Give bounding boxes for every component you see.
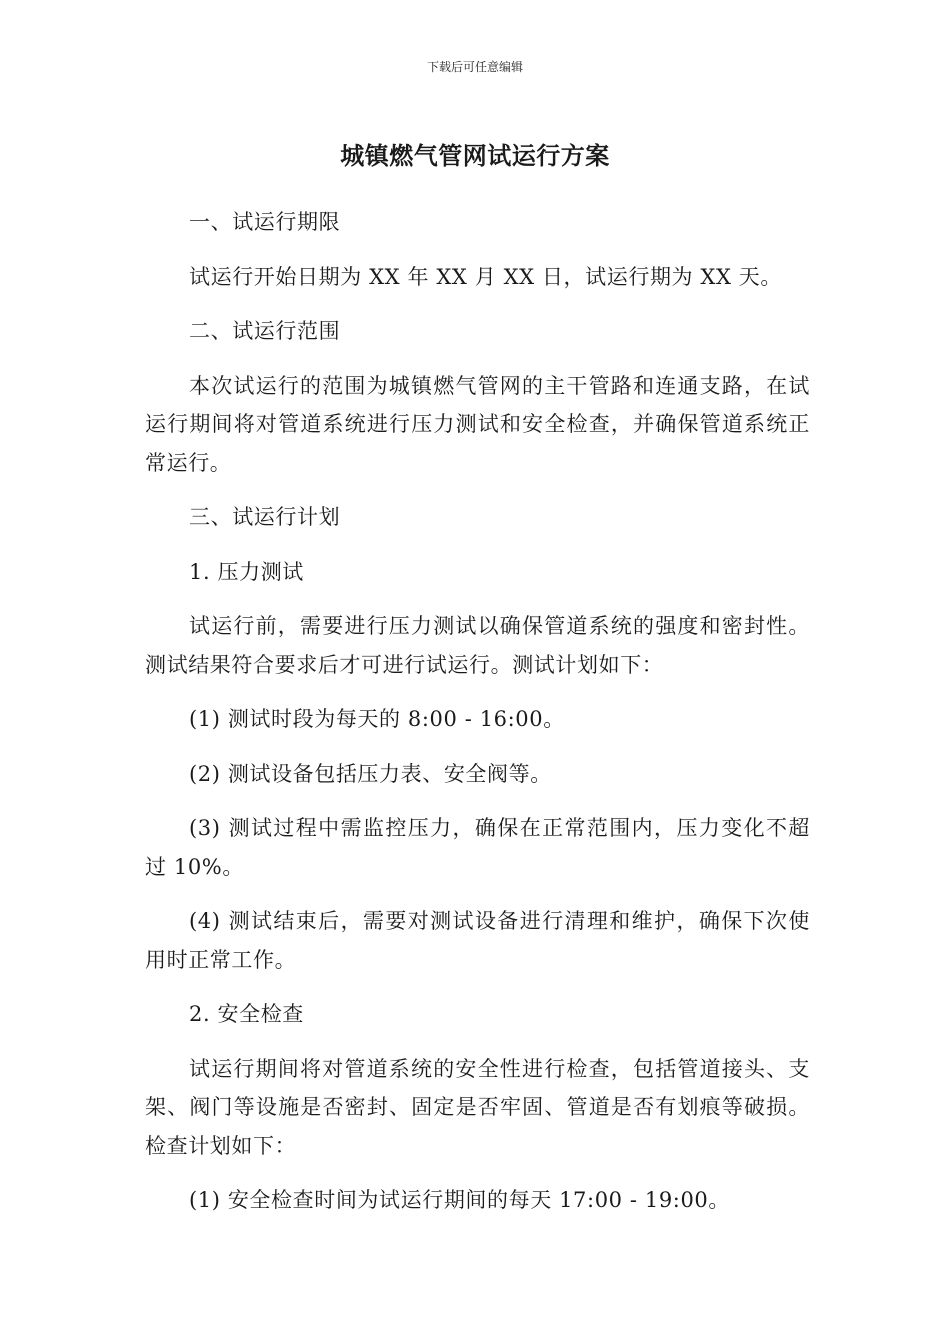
document-body bbox=[145, 203, 810, 1220]
section-heading-plan: 三、试运行计划 bbox=[189, 505, 341, 529]
list-item-pressure-4: (4) 测试结束后，需要对测试设备进行清理和维护，确保下次使用时正常工作。 bbox=[145, 909, 810, 972]
paragraph-pressure-test: 试运行前，需要进行压力测试以确保管道系统的强度和密封性。测试结果符合要求后才可进行试运行。测试计划如下： bbox=[145, 614, 810, 677]
subsection-heading-pressure-test: 1. 压力测试 bbox=[189, 559, 304, 584]
header-note: 下载后可任意编辑 bbox=[426, 60, 523, 74]
paragraph-safety-check: 试运行期间将对管道系统的安全性进行检查，包括管道接头、支架、阀门等设施是否密封、固定是否牢固、管道是否有划痕等破损。检查计划如下： bbox=[145, 1056, 810, 1158]
list-item-pressure-2: (2) 测试设备包括压力表、安全阀等。 bbox=[189, 761, 552, 786]
list-item-pressure-3: (3) 测试过程中需监控压力，确保在正常范围内，压力变化不超过 10%。 bbox=[145, 816, 810, 879]
paragraph-period: 试运行开始日期为 XX 年 XX 月 XX 日，试运行期为 XX 天。 bbox=[189, 264, 783, 289]
section-heading-period: 一、试运行期限 bbox=[189, 210, 341, 234]
paragraph-scope: 本次试运行的范围为城镇燃气管网的主干管路和连通支路，在试运行期间将对管道系统进行压力测试和安全检查，并确保管道系统正常运行。 bbox=[145, 373, 810, 475]
subsection-heading-safety-check: 2. 安全检查 bbox=[189, 1002, 304, 1026]
list-item-safety-1: (1) 安全检查时间为试运行期间的每天 17:00 - 19:00。 bbox=[189, 1188, 730, 1212]
list-item-pressure-1: (1) 测试时段为每天的 8:00 - 16:00。 bbox=[189, 707, 565, 731]
document-title: 城镇燃气管网试运行方案 bbox=[340, 142, 610, 170]
section-heading-scope: 二、试运行范围 bbox=[189, 319, 341, 343]
